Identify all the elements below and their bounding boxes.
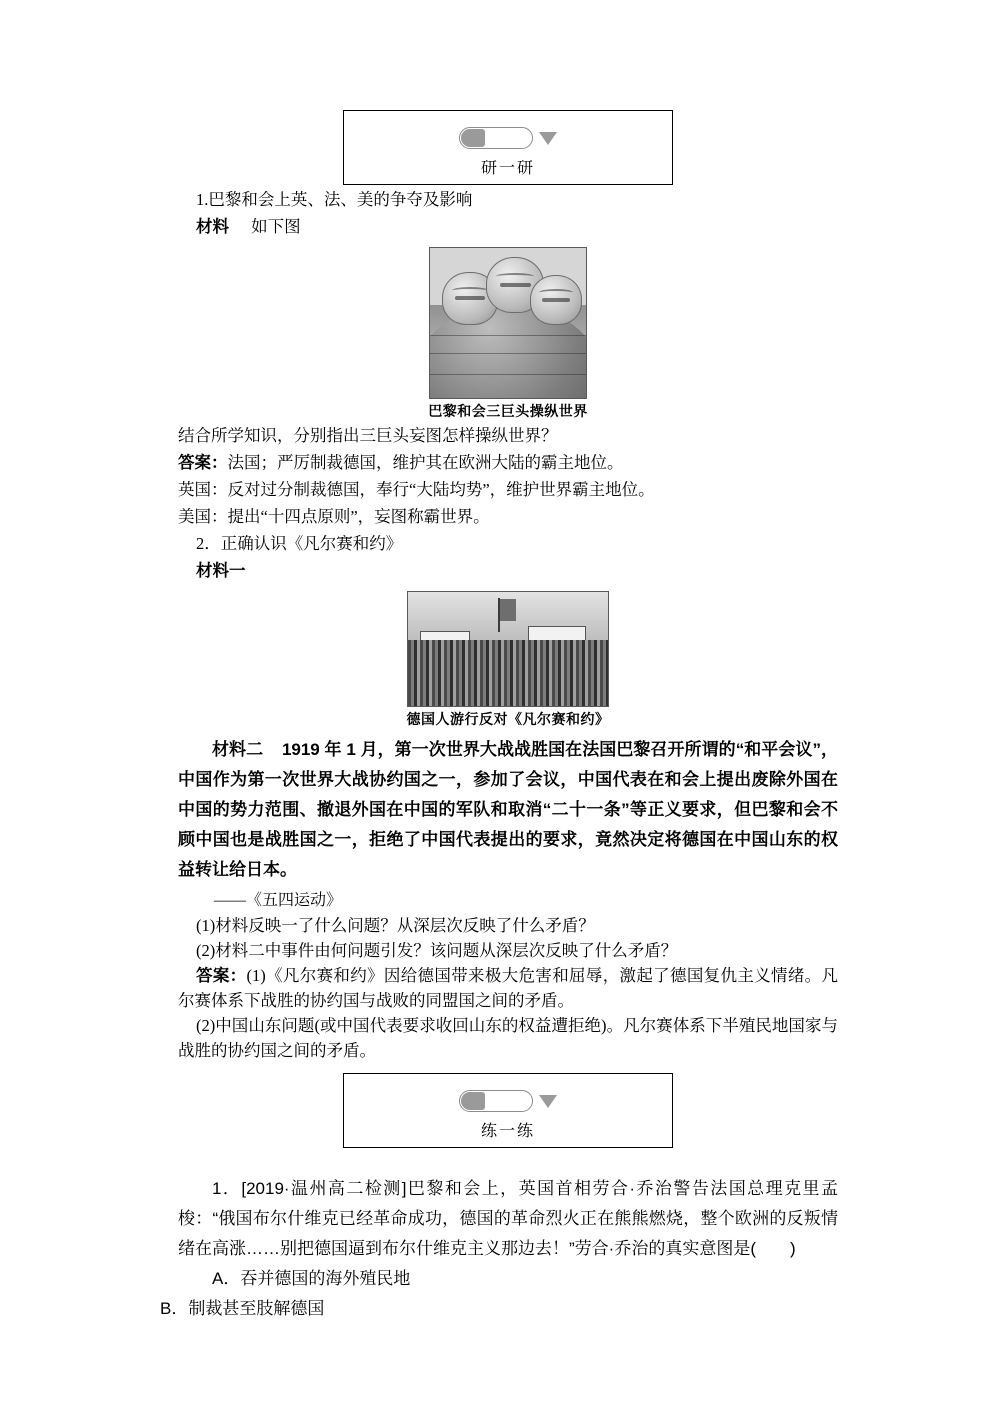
practice-question-1: 1．[2019·温州高二检测]巴黎和会上，英国首相劳合·乔治警告法国总理克里孟梭：“俄国布尔什维克已经革命成功，德国的革命烈火正在熊熊燃烧，整个欧洲的反叛情绪在高涨……别把德国逼到布尔什维克主义那边去！”劳合·乔治的真实意图是( ) [178, 1179, 838, 1258]
section2-material-one-label: 材料一 [196, 561, 246, 580]
section1-answer-line-3: 美国：提出“十四点原则”，妄图称霸世界。 [178, 507, 490, 526]
triangle-icon-2 [539, 1095, 557, 1108]
material-two-text: 1919 年 1 月，第一次世界大战战胜国在法国巴黎召开所谓的“和平会议”，中国作为第一次世界大战协约国之一，参加了会议，中国代表在和会上提出废除外国在中国的势力范围、撤退外国在中国的军队和取消“二十一条”等正义要求，但巴黎和会不顾中国也是战胜国之一，拒绝了中国代表提出的要求，竟然决定将德国在中国山东的权益转让给日本。 [178, 740, 838, 879]
section1-prompt: 结合所学知识，分别指出三巨头妄图怎样操纵世界？ [178, 426, 558, 445]
section2-source: ——《五四运动》 [214, 892, 343, 909]
pill-icon [459, 127, 533, 149]
material-label: 材料 [196, 217, 229, 236]
page-content [160, 110, 838, 1324]
practice-option-a: A．吞并德国的海外殖民地 [212, 1269, 411, 1288]
figure-german-protest-image [407, 591, 609, 707]
section1-answer-line-2: 英国：反对过分制裁德国，奉行“大陆均势”，维护世界霸主地位。 [178, 480, 655, 499]
section-label-lianyilian: 练一练 [480, 1123, 535, 1140]
toggle-graphic [344, 125, 672, 151]
figure-three-leaders [178, 247, 838, 421]
section1-answer-line-1 [178, 451, 838, 475]
section-header-lianyilian [343, 1073, 673, 1148]
answer-label-1: 答案： [178, 453, 228, 472]
answer-label-2: 答案： [196, 966, 247, 985]
toggle-graphic-2 [344, 1088, 672, 1114]
section2-heading: 2．正确认识《凡尔赛和约》 [196, 534, 403, 553]
answer-text-1: 法国；严厉制裁德国，维护其在欧洲大陆的霸主地位。 [227, 453, 624, 472]
section1-heading: 1.巴黎和会上英、法、美的争夺及影响 [196, 190, 473, 209]
section2-question-1: (1)材料反映一了什么问题？从深层次反映了什么矛盾？ [196, 916, 595, 935]
section-header-yanyiyan [343, 110, 673, 185]
figure-german-protest-caption: 德国人游行反对《凡尔赛和约》 [406, 711, 610, 727]
section2-answer-part1-row [178, 963, 838, 1013]
section2-answer-part2: (2)中国山东问题(或中国代表要求收回山东的权益遭拒绝)。凡尔赛体系下半殖民地国家与战胜的协约国之间的矛盾。 [178, 1016, 838, 1060]
pill-icon-2 [459, 1090, 533, 1112]
material-two-label: 材料二 [212, 740, 264, 759]
material-text: 如下图 [251, 217, 301, 236]
section-label-yanyiyan: 研一研 [480, 160, 535, 177]
section2-question-2: (2)材料二中事件由何问题引发？该问题从深层次反映了什么矛盾？ [196, 941, 678, 960]
figure-three-leaders-image [429, 247, 587, 399]
triangle-icon [539, 132, 557, 145]
figure-german-protest [178, 591, 838, 729]
section1-material-row [178, 215, 838, 239]
section2-material-two [178, 735, 838, 885]
figure-three-leaders-caption: 巴黎和会三巨头操纵世界 [428, 403, 588, 419]
practice-option-b: B．制裁甚至肢解德国 [160, 1299, 325, 1318]
section2-answer-part1: (1)《凡尔赛和约》因给德国带来极大危害和屈辱，激起了德国复仇主义情绪。凡尔赛体系下战胜的协约国与战败的同盟国之间的矛盾。 [178, 966, 838, 1010]
